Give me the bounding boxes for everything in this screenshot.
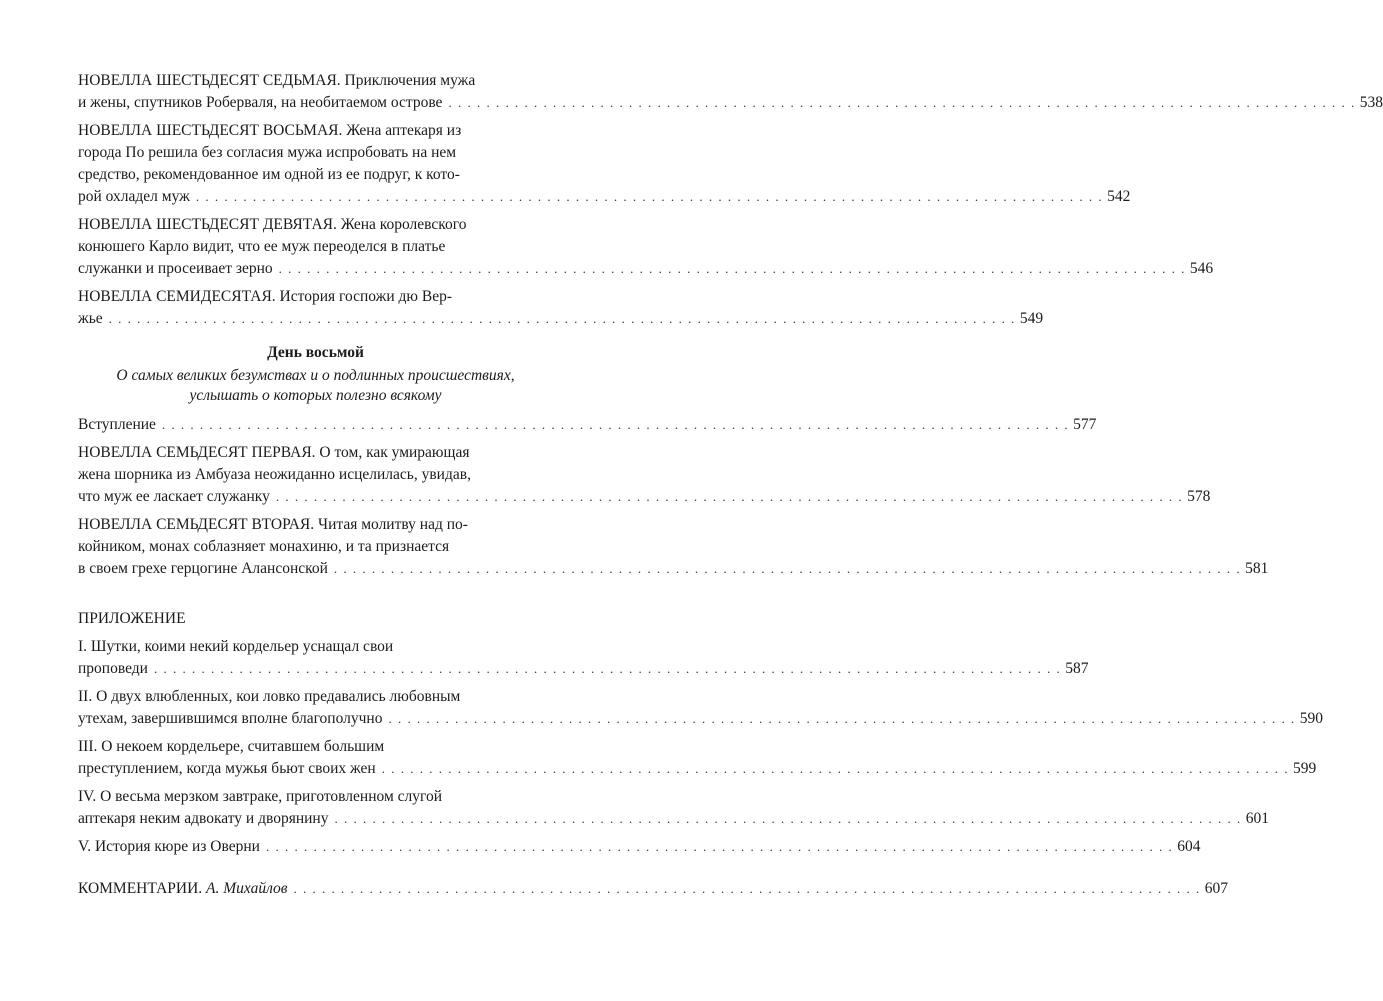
toc-entry[interactable] bbox=[78, 736, 1317, 780]
toc-entry-last-line bbox=[78, 258, 1214, 280]
toc-entry[interactable] bbox=[78, 514, 1269, 580]
dot-leader bbox=[266, 836, 1173, 858]
toc-page-number: 604 bbox=[1177, 838, 1201, 855]
toc-entry-text: жье bbox=[78, 310, 103, 327]
toc-entry[interactable] bbox=[78, 214, 1214, 280]
dot-leader bbox=[196, 186, 1103, 208]
toc-group-appendix bbox=[78, 636, 1323, 858]
toc-entry-line: НОВЕЛЛА ШЕСТЬДЕСЯТ ДЕВЯТАЯ. Жена королевского bbox=[78, 216, 467, 233]
commentary-label: КОММЕНТАРИИ. bbox=[78, 880, 203, 897]
toc-entry-line: НОВЕЛЛА СЕМЬДЕСЯТ ВТОРАЯ. Читая молитву над по- bbox=[78, 516, 468, 533]
toc-page-number: 549 bbox=[1019, 310, 1044, 327]
toc-entry-line: НОВЕЛЛА СЕМИДЕСЯТАЯ. История госпожи дю Вер- bbox=[78, 288, 452, 305]
toc-page-number: 601 bbox=[1245, 810, 1269, 827]
toc-entry-line: конюшего Карло видит, что ее муж переоделся в платье bbox=[78, 238, 446, 255]
toc-entry-text: утехам, завершившимся вполне благополучно bbox=[78, 710, 383, 727]
toc-entry-text: что муж ее ласкает служанку bbox=[78, 488, 270, 505]
dot-leader bbox=[276, 486, 1183, 508]
toc-entry-last-line bbox=[78, 836, 1201, 858]
toc-entry[interactable] bbox=[78, 442, 1211, 508]
toc-entry-text: аптекаря неким адвокату и дворянину bbox=[78, 810, 329, 827]
toc-entry-line: города По решила без согласия мужа испробовать на нем bbox=[78, 144, 457, 161]
dot-leader bbox=[279, 258, 1186, 280]
toc-entry-line: НОВЕЛЛА ШЕСТЬДЕСЯТ СЕДЬМАЯ. Приключения мужа bbox=[78, 72, 476, 89]
toc-group-top bbox=[78, 70, 1383, 330]
toc-entry-last-line bbox=[78, 92, 1383, 114]
toc-entry-text: в своем грехе герцогине Алансонской bbox=[78, 560, 328, 577]
toc-page-number: 590 bbox=[1299, 710, 1323, 727]
toc-entry[interactable] bbox=[78, 414, 1097, 436]
toc-entry-line: III. О некоем кордельере, считавшем большим bbox=[78, 738, 385, 755]
toc-page-number: 587 bbox=[1065, 660, 1089, 677]
table-of-contents bbox=[78, 70, 1383, 906]
toc-entry[interactable] bbox=[78, 636, 1089, 680]
toc-entry-text: V. История кюре из Оверни bbox=[78, 838, 260, 855]
toc-page-number: 581 bbox=[1245, 560, 1269, 577]
toc-entry-line: II. О двух влюбленных, кои ловко предавались любовным bbox=[78, 688, 461, 705]
toc-entry-text: Вступление bbox=[78, 416, 156, 433]
toc-entry[interactable] bbox=[78, 686, 1323, 730]
toc-page-number: 577 bbox=[1073, 416, 1097, 433]
toc-page-number: 538 bbox=[1359, 94, 1383, 111]
dot-leader bbox=[109, 308, 1016, 330]
toc-page-number: 542 bbox=[1107, 188, 1131, 205]
dot-leader bbox=[382, 758, 1289, 780]
toc-entry-last-line bbox=[78, 186, 1131, 208]
toc-group-day bbox=[78, 414, 1269, 580]
toc-entry-last-line bbox=[78, 808, 1269, 830]
toc-entry-commentary[interactable] bbox=[78, 878, 1229, 900]
toc-entry-line: койником, монах соблазняет монахиню, и та признается bbox=[78, 538, 450, 555]
toc-entry-last-line bbox=[78, 758, 1317, 780]
toc-entry[interactable] bbox=[78, 786, 1269, 830]
toc-page-number: 607 bbox=[1204, 880, 1229, 897]
toc-entry-text: и жены, спутников Роберваля, на необитаемом острове bbox=[78, 94, 443, 111]
dot-leader bbox=[154, 658, 1061, 680]
day-subtitle bbox=[78, 366, 553, 406]
toc-entry-line: жена шорника из Амбуаза неожиданно исцелилась, увидав, bbox=[78, 466, 471, 483]
toc-entry[interactable] bbox=[78, 836, 1201, 858]
toc-entry-line: I. Шутки, коими некий кордельер уснащал свои bbox=[78, 638, 394, 655]
dot-leader bbox=[448, 92, 1355, 114]
commentary-author: А. Михайлов bbox=[206, 880, 288, 897]
toc-entry-line: НОВЕЛЛА СЕМЬДЕСЯТ ПЕРВАЯ. О том, как умирающая bbox=[78, 444, 470, 461]
toc-entry-line: средство, рекомендованное им одной из ее подруг, к кото- bbox=[78, 166, 460, 183]
toc-entry-last-line bbox=[78, 558, 1269, 580]
toc-entry-line: НОВЕЛЛА ШЕСТЬДЕСЯТ ВОСЬМАЯ. Жена аптекаря из bbox=[78, 122, 462, 139]
day-heading: День восьмой bbox=[267, 344, 364, 361]
toc-entry-last-line bbox=[78, 486, 1211, 508]
day-subtitle-line-2: услышать о которых полезно всякому bbox=[189, 387, 442, 404]
dot-leader bbox=[388, 708, 1295, 730]
dot-leader bbox=[334, 808, 1241, 830]
appendix-heading: ПРИЛОЖЕНИЕ bbox=[78, 610, 186, 627]
dot-leader bbox=[162, 414, 1069, 436]
toc-entry[interactable] bbox=[78, 70, 1383, 114]
toc-page-number: 578 bbox=[1187, 488, 1211, 505]
toc-entry-last-line bbox=[78, 308, 1044, 330]
toc-entry-last-line bbox=[78, 708, 1323, 730]
day-subtitle-line-1: О самых великих безумствах и о подлинных происшествиях, bbox=[116, 367, 515, 384]
toc-entry[interactable] bbox=[78, 120, 1131, 208]
toc-entry-last-line bbox=[78, 414, 1097, 436]
toc-entry-text: служанки и просеивает зерно bbox=[78, 260, 273, 277]
toc-entry-last-line bbox=[78, 658, 1089, 680]
toc-entry-line: IV. О весьма мерзком завтраке, приготовленном слугой bbox=[78, 788, 443, 805]
toc-entry-text bbox=[78, 878, 288, 900]
toc-entry[interactable] bbox=[78, 286, 1044, 330]
toc-entry-text: рой охладел муж bbox=[78, 188, 190, 205]
toc-page-number: 546 bbox=[1189, 260, 1214, 277]
toc-page-number: 599 bbox=[1292, 760, 1317, 777]
dot-leader bbox=[294, 878, 1201, 900]
toc-entry-text: преступлением, когда мужья бьют своих жен bbox=[78, 760, 376, 777]
dot-leader bbox=[334, 558, 1241, 580]
toc-entry-text: проповеди bbox=[78, 660, 148, 677]
toc-entry-last-line bbox=[78, 878, 1229, 900]
